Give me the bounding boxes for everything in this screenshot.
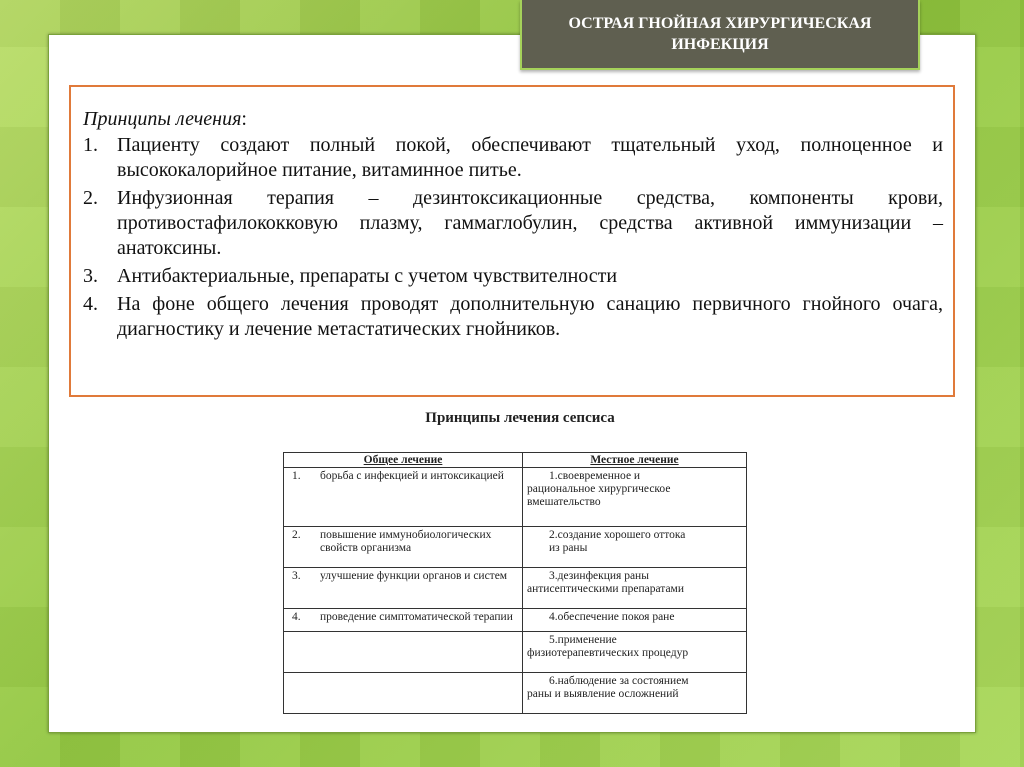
local-cell [523,608,747,631]
slide-title [520,0,920,70]
local-text-rest: физиотерапевтических процедур [527,646,689,659]
treatment-principles-box [69,85,955,397]
table-row [284,672,747,713]
general-number: 1. [292,470,301,482]
principles-heading-text: Принципы лечения [83,108,242,130]
general-cell [284,468,523,527]
list-item [83,133,943,183]
local-text-first: 4.обеспечение покоя ране [549,610,675,623]
general-number: 3. [292,569,301,582]
local-text-rest: рациональное хирургическое вмешательство [527,483,671,508]
table-row [284,608,747,631]
general-cell [284,672,523,713]
general-number: 4. [292,610,301,623]
general-cell [284,526,523,567]
local-text-first: 2.создание хорошего оттока [549,528,686,541]
list-item-number: 3. [83,265,98,287]
sepsis-table-title: Принципы лечения сепсиса [425,410,615,426]
local-text-first: 3.дезинфекция раны [549,569,649,582]
general-number: 2. [292,528,301,541]
list-item-number: 1. [83,134,98,156]
local-text-rest: из раны [549,541,588,554]
list-item-number: 2. [83,187,98,209]
local-text-first: 1.своевременное и [549,470,641,482]
local-cell [523,468,747,527]
general-text: улучшение функции органов и систем [320,569,508,582]
general-cell [284,567,523,608]
list-item [83,292,943,342]
table-row [284,468,747,527]
list-item-text: Инфузионная терапия – дезинтоксикационные средства, компоненты крови, противостафилококковую плазму, гаммаглобулин, средства активной иммунизации – анатоксины. [117,187,943,259]
local-text-first: 5.применение [549,633,617,646]
local-cell [523,631,747,672]
local-cell [523,526,747,567]
list-item-number: 4. [83,293,98,315]
column-header-general: Общее лечение [284,453,523,468]
general-text: борьба с инфекцией и интоксикацией [320,470,504,482]
principles-heading [83,107,943,132]
table-header-row [284,453,747,468]
list-item-text: Пациенту создают полный покой, обеспечивают тщательный уход, полноценное и высококалорийное питание, витаминное питье. [117,134,943,181]
local-text-rest: антисептическими препаратами [527,582,684,595]
list-item [83,264,943,289]
table-row [284,631,747,672]
sepsis-treatment-table [283,452,747,714]
list-item [83,186,943,261]
general-text: проведение симптоматической терапии [320,610,513,623]
general-cell [284,608,523,631]
list-item-text: Антибактериальные, препараты с учетом чувствителности [117,265,618,287]
slide-title-line1: ОСТРАЯ ГНОЙНАЯ ХИРУРГИЧЕСКАЯ [568,15,872,32]
list-item-text: На фоне общего лечения проводят дополнительную санацию первичного гнойного очага, диагностику и лечение метастатических гнойников. [117,293,943,340]
principles-heading-colon: : [241,108,247,130]
local-cell [523,672,747,713]
general-text: повышение иммунобиологических свойств организма [320,528,492,554]
slide-title-line2: ИНФЕКЦИЯ [671,36,769,53]
principles-list [83,133,943,342]
general-cell [284,631,523,672]
table-row [284,567,747,608]
local-text-rest: раны и выявление осложнений [527,687,679,700]
table-row [284,526,747,567]
local-cell [523,567,747,608]
column-header-local: Местное лечение [523,453,747,468]
local-text-first: 6.наблюдение за состоянием [549,674,689,687]
